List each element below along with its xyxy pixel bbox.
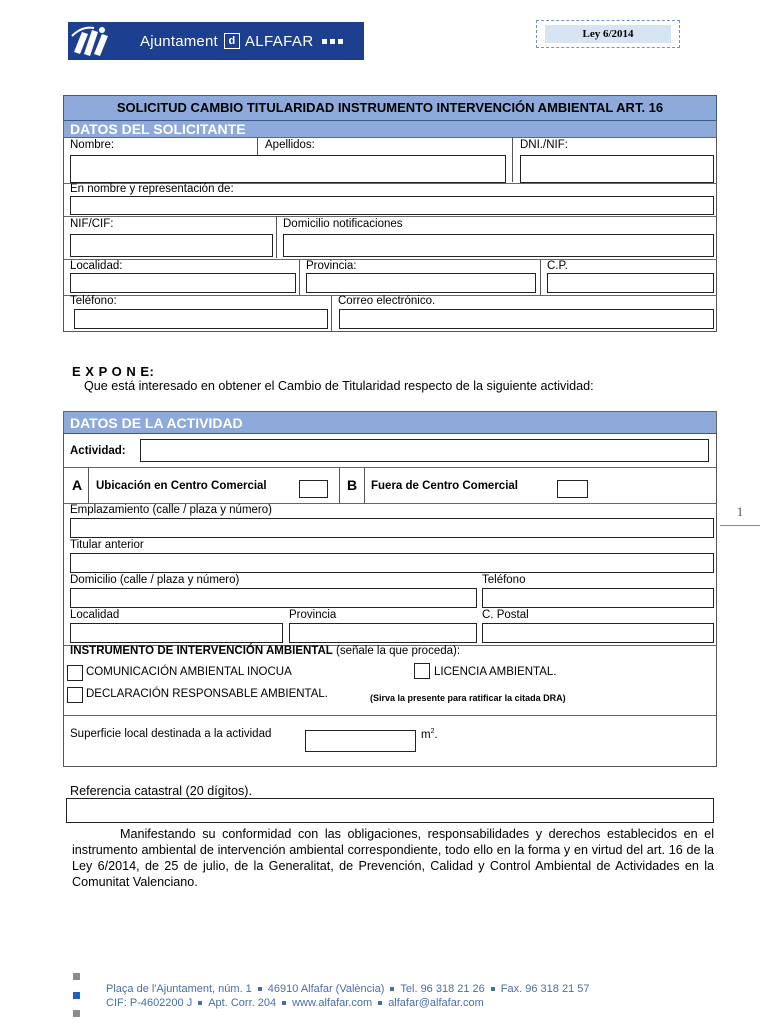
telefono-field[interactable]: [74, 309, 328, 329]
telefono-actividad-field[interactable]: [482, 588, 714, 608]
nombre-label: Nombre:: [70, 139, 115, 151]
logo-letter-d: d: [224, 33, 240, 49]
representacion-field[interactable]: [70, 196, 714, 215]
superficie-field[interactable]: [305, 730, 416, 752]
ajuntament-alfafar-logo: [68, 22, 364, 60]
ley-badge: [536, 20, 680, 48]
divider: [331, 295, 332, 332]
divider: [512, 137, 513, 182]
dni-label: DNI./NIF:: [520, 139, 568, 151]
instrumento-heading-rest: (señale la que proceda):: [332, 645, 461, 657]
provincia-label: Provincia:: [306, 260, 357, 272]
actividad-label: Actividad:: [70, 445, 126, 457]
localidad-field[interactable]: [70, 273, 296, 293]
divider: [63, 259, 717, 260]
footer-bullet-icon: [198, 1001, 202, 1005]
instrumento-heading: [70, 645, 460, 657]
footer-email-link[interactable]: alfafar@alfafar.com: [388, 997, 484, 1009]
section-solicitante-heading: DATOS DEL SOLICITANTE: [63, 121, 717, 137]
comunicacion-label: COMUNICACIÓN AMBIENTAL INOCUA: [86, 666, 292, 678]
option-b-label: Fuera de Centro Comercial: [371, 480, 518, 492]
footer-apartado: Apt. Corr. 204: [208, 997, 277, 1009]
divider: [364, 467, 365, 503]
provincia-actividad-field[interactable]: [289, 623, 477, 643]
footer-bullet-icon: [390, 987, 394, 991]
domicilio-field[interactable]: [283, 234, 714, 257]
section-actividad-heading: DATOS DE LA ACTIVIDAD: [63, 411, 717, 433]
domicilio-label: Domicilio notificaciones: [283, 218, 403, 230]
declaracion-checkbox[interactable]: [67, 687, 83, 703]
ley-label: Ley 6/2014: [545, 25, 671, 43]
declaracion-note: (Sirva la presente para ratificar la citada DRA): [370, 693, 566, 703]
logo-squares-icon: [322, 39, 343, 44]
domicilio-actividad-field[interactable]: [70, 588, 477, 608]
provincia-actividad-label: Provincia: [289, 609, 337, 621]
option-b-checkbox[interactable]: [557, 480, 588, 498]
cpostal-actividad-field[interactable]: [482, 623, 714, 643]
footer-cif: CIF: P-4602200 J: [106, 997, 193, 1009]
divider: [276, 216, 277, 258]
divider: [63, 467, 717, 468]
emplazamiento-label: Emplazamiento (calle / plaza y número): [70, 504, 272, 516]
cpostal-actividad-label: C. Postal: [482, 609, 529, 621]
conformidad-text: Manifestando su conformidad con las obligaciones, responsabilidades y derechos establecidos en el instrumento ambiental de intervención ambiental correspondiente, todo ello en la forma y en virtud del art. 16 de la Ley 6/2014, de 25 de julio, de la Generalitat, de Prevención, Calidad y Control Ambiental de Actividades en la Comunitat Valenciano.: [72, 827, 714, 889]
cp-field[interactable]: [547, 273, 714, 293]
footer-square-icon: [73, 992, 80, 999]
comunicacion-checkbox[interactable]: [67, 665, 83, 681]
titular-label: Titular anterior: [70, 539, 144, 551]
option-a-label: Ubicación en Centro Comercial: [96, 480, 267, 492]
logo-text-alfafar: ALFAFAR: [244, 32, 314, 50]
footer-address: Plaça de l'Ajuntament, núm. 1: [106, 983, 252, 995]
footer-bullet-icon: [282, 1001, 286, 1005]
divider: [63, 137, 717, 138]
localidad-actividad-field[interactable]: [70, 623, 283, 643]
footer-square-icon: [73, 1010, 80, 1017]
localidad-actividad-label: Localidad: [70, 609, 120, 621]
logo-text-ajuntament: Ajuntament: [140, 32, 218, 50]
footer-website-link[interactable]: www.alfafar.com: [292, 997, 373, 1009]
titular-field[interactable]: [70, 553, 714, 573]
option-b-letter: B: [347, 477, 358, 493]
referencia-label: Referencia catastral (20 dígitos).: [70, 784, 252, 798]
licencia-checkbox[interactable]: [414, 663, 430, 679]
licencia-label: LICENCIA AMBIENTAL.: [434, 666, 557, 678]
footer-fax: Fax. 96 318 21 57: [500, 983, 590, 995]
alfafar-crest-icon: [68, 22, 114, 60]
page-number-marker: [715, 503, 765, 526]
superficie-unit: [421, 728, 438, 741]
actividad-field[interactable]: [140, 439, 709, 462]
conformidad-paragraph: [72, 826, 714, 890]
dni-field[interactable]: [520, 155, 714, 183]
divider: [339, 467, 340, 503]
form-title: SOLICITUD CAMBIO TITULARIDAD INSTRUMENTO INTERVENCIÓN AMBIENTAL ART. 16: [63, 95, 717, 121]
divider: [63, 715, 717, 716]
divider: [299, 259, 300, 295]
referencia-field[interactable]: [66, 798, 714, 823]
page-number-rule: [720, 525, 760, 526]
nif-cif-field[interactable]: [70, 234, 273, 257]
page-number: 1: [736, 504, 744, 519]
option-a-letter: A: [72, 477, 83, 493]
correo-field[interactable]: [339, 309, 714, 329]
nombre-apellidos-field[interactable]: [70, 155, 506, 183]
instrumento-heading-bold: INSTRUMENTO DE INTERVENCIÓN AMBIENTAL: [70, 645, 333, 657]
divider: [63, 216, 717, 217]
superficie-label: Superficie local destinada a la actividad: [70, 728, 272, 740]
option-a-checkbox[interactable]: [299, 480, 328, 498]
divider: [88, 467, 89, 503]
footer-line-2: [106, 997, 484, 1009]
expone-heading: E X P O N E:: [72, 364, 155, 379]
m2-end: .: [434, 728, 438, 741]
declaracion-label: DECLARACIÓN RESPONSABLE AMBIENTAL.: [86, 688, 328, 700]
footer-line-1: [106, 983, 589, 995]
m2-unit: m: [421, 728, 431, 741]
representacion-label: En nombre y representación de:: [70, 183, 234, 195]
apellidos-label: Apellidos:: [265, 139, 315, 151]
footer-bullet-icon: [258, 987, 262, 991]
telefono-label: Teléfono:: [70, 295, 117, 307]
footer-bullet-icon: [378, 1001, 382, 1005]
localidad-label: Localidad:: [70, 260, 123, 272]
nif-cif-label: NIF/CIF:: [70, 218, 114, 230]
m2-superscript: 2: [430, 728, 435, 735]
footer-bullet-icon: [491, 987, 495, 991]
divider: [540, 259, 541, 295]
footer-city: 46910 Alfafar (València): [267, 983, 385, 995]
footer-phone: Tel. 96 318 21 26: [400, 983, 485, 995]
footer-square-icon: [73, 973, 80, 980]
telefono-actividad-label: Teléfono: [482, 574, 526, 586]
expone-text: Que está interesado en obtener el Cambio de Titularidad respecto de la siguiente actividad:: [84, 379, 594, 393]
correo-label: Correo electrónico.: [338, 295, 436, 307]
cp-label: C.P.: [547, 260, 568, 272]
domicilio-actividad-label: Domicilio (calle / plaza y número): [70, 574, 240, 586]
emplazamiento-field[interactable]: [70, 518, 714, 538]
provincia-field[interactable]: [306, 273, 536, 293]
